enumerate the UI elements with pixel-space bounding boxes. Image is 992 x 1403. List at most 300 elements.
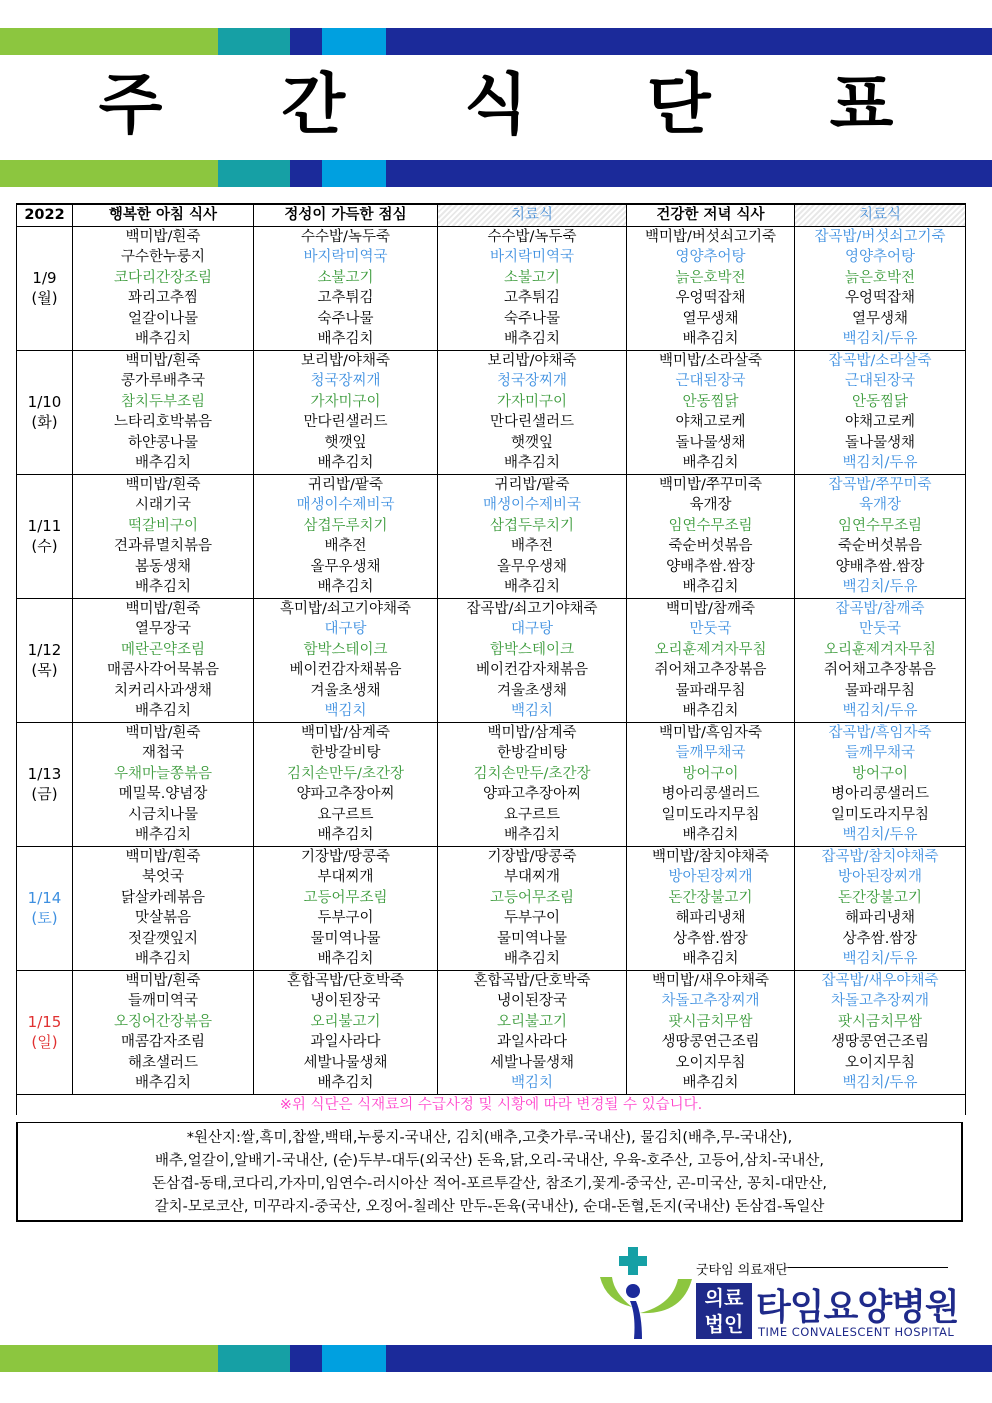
menu-cell: 백미밥/흰죽	[73, 722, 254, 743]
menu-cell: 올무우생채	[438, 557, 627, 578]
date-cell	[17, 577, 73, 598]
menu-cell: 백미밥/흰죽	[73, 226, 254, 247]
menu-cell: 오이지무침	[627, 1053, 795, 1074]
table-row	[17, 371, 966, 392]
date-label: 1/14	[17, 888, 73, 909]
menu-cell: 가자미구이	[438, 392, 627, 413]
menu-cell: 잡곡밥/흑임자죽	[795, 722, 966, 743]
menu-cell: 방아된장찌개	[795, 867, 966, 888]
weekday-label: (화)	[17, 412, 73, 433]
date-cell	[17, 495, 73, 516]
menu-cell: 백미밥/삼계죽	[438, 722, 627, 743]
date-cell	[17, 805, 73, 826]
menu-cell: 만다린샐러드	[254, 412, 438, 433]
menu-cell: 죽순버섯볶음	[627, 536, 795, 557]
menu-cell: 배추전	[254, 536, 438, 557]
menu-cell: 배추김치	[73, 329, 254, 350]
menu-cell: 백미밥/참깨죽	[627, 598, 795, 619]
menu-cell: 배추김치	[438, 453, 627, 474]
date-label: 1/15	[17, 1012, 73, 1033]
menu-cell: 부대찌개	[438, 867, 627, 888]
table-row	[17, 970, 966, 991]
menu-cell: 겨울초생채	[438, 681, 627, 702]
date-cell	[17, 743, 73, 764]
menu-cell: 세발나물생채	[438, 1053, 627, 1074]
date-cell	[17, 846, 73, 867]
menu-cell: 고등어무조림	[254, 888, 438, 909]
table-row	[17, 888, 966, 909]
menu-cell: 바지락미역국	[438, 247, 627, 268]
menu-cell: 맛살볶음	[73, 908, 254, 929]
menu-cell: 견과류멸치볶음	[73, 536, 254, 557]
date-cell	[17, 371, 73, 392]
menu-cell: 잡곡밥/참깨죽	[795, 598, 966, 619]
date-label: 1/13	[17, 764, 73, 785]
menu-cell: 돈간장불고기	[627, 888, 795, 909]
menu-cell: 일미도라지무침	[795, 805, 966, 826]
menu-cell: 백미밥/삼계죽	[254, 722, 438, 743]
menu-cell: 물미역나물	[438, 929, 627, 950]
menu-cell: 임연수무조림	[627, 516, 795, 537]
menu-cell: 양파고추장아찌	[438, 784, 627, 805]
table-row	[17, 722, 966, 743]
menu-cell: 백미밥/소라살죽	[627, 350, 795, 371]
menu-cell: 배추김치	[627, 949, 795, 970]
menu-cell: 혼합곡밥/단호박죽	[254, 970, 438, 991]
menu-cell: 잡곡밥/쇠고기야채죽	[438, 598, 627, 619]
menu-cell: 백미밥/흑임자죽	[627, 722, 795, 743]
menu-cell: 배추김치	[627, 1073, 795, 1094]
menu-cell: 생땅콩연근조림	[795, 1032, 966, 1053]
menu-cell: 잡곡밥/쭈꾸미죽	[795, 474, 966, 495]
menu-cell: 안동찜닭	[795, 392, 966, 413]
origin-line: 배추,얼갈이,알배기-국내산, (순)두부-대두(외국산) 돈육,닭,오리-국내산, 우육-호주산, 고등어,삼치-국내산,	[155, 1153, 824, 1169]
menu-cell: 병아리콩샐러드	[795, 784, 966, 805]
breakfast-header: 행복한 아침 식사	[73, 204, 254, 226]
menu-cell: 양파고추장아찌	[254, 784, 438, 805]
menu-cell: 수수밥/녹두죽	[254, 226, 438, 247]
table-row	[17, 1053, 966, 1074]
menu-cell: 육개장	[795, 495, 966, 516]
menu-cell: 두부구이	[254, 908, 438, 929]
menu-cell: 메란곤약조림	[73, 640, 254, 661]
menu-cell: 해파리냉채	[795, 908, 966, 929]
menu-cell: 코다리간장조림	[73, 268, 254, 289]
table-row	[17, 392, 966, 413]
weekday-label: (목)	[17, 660, 73, 681]
dinner-therapy-header: 치료식	[795, 204, 966, 226]
menu-cell: 재첩국	[73, 743, 254, 764]
menu-cell: 영양추어탕	[627, 247, 795, 268]
menu-cell: 백미밥/쭈꾸미죽	[627, 474, 795, 495]
menu-cell: 배추김치	[73, 453, 254, 474]
table-row	[17, 453, 966, 474]
menu-cell: 우채마늘쫑볶음	[73, 764, 254, 785]
menu-cell: 잡곡밥/참치야채죽	[795, 846, 966, 867]
table-row	[17, 577, 966, 598]
menu-cell: 만둣국	[795, 619, 966, 640]
table-row	[17, 743, 966, 764]
menu-cell: 대구탕	[254, 619, 438, 640]
lunch-therapy-header: 치료식	[438, 204, 627, 226]
menu-cell: 잡곡밥/버섯쇠고기죽	[795, 226, 966, 247]
corporation-badge	[696, 1283, 752, 1339]
weekday-label: (수)	[17, 536, 73, 557]
menu-cell: 상추쌈.쌈장	[627, 929, 795, 950]
menu-cell: 해파리냉채	[627, 908, 795, 929]
menu-cell: 백김치/두유	[795, 453, 966, 474]
year-header: 2022	[17, 204, 73, 226]
menu-cell: 시금치나물	[73, 805, 254, 826]
menu-cell: 떡갈비구이	[73, 516, 254, 537]
menu-cell: 올무우생채	[254, 557, 438, 578]
menu-cell: 우엉떡잡채	[627, 288, 795, 309]
menu-cell: 숙주나물	[438, 309, 627, 330]
menu-cell: 기장밥/땅콩죽	[438, 846, 627, 867]
title-underline-bar	[0, 160, 992, 187]
menu-cell: 야채고로케	[795, 412, 966, 433]
date-cell	[17, 991, 73, 1012]
menu-cell: 방어구이	[795, 764, 966, 785]
menu-cell: 햇깻잎	[254, 433, 438, 454]
date-cell	[17, 453, 73, 474]
menu-cell: 배추김치	[438, 577, 627, 598]
menu-cell: 배추김치	[627, 577, 795, 598]
menu-cell: 얼갈이나물	[73, 309, 254, 330]
menu-cell: 고추튀김	[438, 288, 627, 309]
menu-cell: 배추김치	[254, 453, 438, 474]
origin-line: 갈치-모로코산, 미꾸라지-중국산, 오징어-칠레산 만두-돈육(국내산), 순대-돈혈,돈지(국내산) 돈삼겹-독일산	[154, 1199, 825, 1215]
menu-cell: 매생이수제비국	[254, 495, 438, 516]
menu-body	[17, 226, 966, 1094]
table-row	[17, 350, 966, 371]
menu-cell: 야채고로케	[627, 412, 795, 433]
badge-top: 의료	[704, 1286, 744, 1310]
menu-cell: 상추쌈.쌈장	[795, 929, 966, 950]
menu-cell: 근대된장국	[795, 371, 966, 392]
table-row	[17, 619, 966, 640]
hospital-name: 타임요양병원	[756, 1287, 959, 1328]
foundation-rule	[788, 1267, 948, 1268]
menu-cell: 냉이된장국	[438, 991, 627, 1012]
menu-cell: 젓갈깻잎지	[73, 929, 254, 950]
menu-cell: 만둣국	[627, 619, 795, 640]
table-row	[17, 640, 966, 661]
menu-cell: 백미밥/버섯쇠고기죽	[627, 226, 795, 247]
menu-cell: 한방갈비탕	[438, 743, 627, 764]
menu-cell: 백김치/두유	[795, 1073, 966, 1094]
foundation-name: 굿타임 의료재단	[696, 1263, 789, 1278]
menu-cell: 배추김치	[254, 949, 438, 970]
date-cell	[17, 929, 73, 950]
menu-cell: 메밀묵.양념장	[73, 784, 254, 805]
menu-cell: 숙주나물	[254, 309, 438, 330]
menu-cell: 꽈리고추찜	[73, 288, 254, 309]
dinner-header: 건강한 저녁 식사	[627, 204, 795, 226]
menu-cell: 귀리밥/팥죽	[438, 474, 627, 495]
menu-cell: 백미밥/흰죽	[73, 846, 254, 867]
menu-cell: 돌나물생채	[627, 433, 795, 454]
table-row	[17, 309, 966, 330]
table-row	[17, 247, 966, 268]
menu-cell: 배추김치	[627, 701, 795, 722]
date-cell	[17, 970, 73, 991]
date-cell	[17, 1073, 73, 1094]
menu-cell: 백미밥/흰죽	[73, 474, 254, 495]
menu-cell: 들깨무채국	[627, 743, 795, 764]
menu-cell: 배추김치	[254, 329, 438, 350]
hospital-emblem-icon	[596, 1245, 696, 1343]
menu-cell: 일미도라지무침	[627, 805, 795, 826]
menu-cell: 배추김치	[627, 453, 795, 474]
table-row	[17, 329, 966, 350]
menu-cell: 백김치/두유	[795, 701, 966, 722]
menu-cell: 백김치	[254, 701, 438, 722]
menu-cell: 배추김치	[73, 701, 254, 722]
menu-cell: 구수한누룽지	[73, 247, 254, 268]
menu-cell: 시래기국	[73, 495, 254, 516]
menu-cell: 함박스테이크	[438, 640, 627, 661]
table-row	[17, 805, 966, 826]
table-row	[17, 784, 966, 805]
menu-change-note: ※위 식단은 식재료의 수급사정 및 시황에 따라 변경될 수 있습니다.	[17, 1094, 966, 1115]
menu-cell: 근대된장국	[627, 371, 795, 392]
menu-cell: 늙은호박전	[627, 268, 795, 289]
table-row	[17, 908, 966, 929]
menu-cell: 함박스테이크	[254, 640, 438, 661]
weekday-label: (토)	[17, 908, 73, 929]
menu-cell: 배추김치	[438, 825, 627, 846]
menu-cell: 대구탕	[438, 619, 627, 640]
weekday-label: (월)	[17, 288, 73, 309]
page-title: 주 간 식 단 표	[98, 66, 942, 143]
menu-cell: 느타리호박볶음	[73, 412, 254, 433]
menu-cell: 귀리밥/팥죽	[254, 474, 438, 495]
table-row	[17, 268, 966, 289]
menu-cell: 배추김치	[73, 1073, 254, 1094]
menu-cell: 늙은호박전	[795, 268, 966, 289]
menu-cell: 냉이된장국	[254, 991, 438, 1012]
menu-cell: 물파래무침	[627, 681, 795, 702]
date-cell	[17, 598, 73, 619]
menu-cell: 백미밥/흰죽	[73, 350, 254, 371]
menu-cell: 오이지무침	[795, 1053, 966, 1074]
menu-cell: 차돌고추장찌개	[627, 991, 795, 1012]
menu-cell: 배추김치	[254, 825, 438, 846]
menu-cell: 오리훈제겨자무침	[795, 640, 966, 661]
menu-cell: 삼겹두루치기	[438, 516, 627, 537]
origin-info	[16, 1122, 963, 1222]
hospital-english-name: TIME CONVALESCENT HOSPITAL	[758, 1325, 955, 1339]
menu-cell: 오리불고기	[254, 1012, 438, 1033]
menu-cell: 닭살카레볶음	[73, 888, 254, 909]
menu-cell: 백김치/두유	[795, 577, 966, 598]
menu-cell: 베이컨감자채볶음	[254, 660, 438, 681]
menu-cell: 세발나물생채	[254, 1053, 438, 1074]
table-row	[17, 226, 966, 247]
menu-cell: 육개장	[627, 495, 795, 516]
menu-cell: 방어구이	[627, 764, 795, 785]
menu-cell: 요구르트	[438, 805, 627, 826]
menu-cell: 한방갈비탕	[254, 743, 438, 764]
menu-cell: 물미역나물	[254, 929, 438, 950]
menu-cell: 배추김치	[627, 329, 795, 350]
menu-cell: 베이컨감자채볶음	[438, 660, 627, 681]
badge-bottom: 법인	[704, 1312, 744, 1336]
menu-cell: 참치두부조림	[73, 392, 254, 413]
date-label: 1/10	[17, 392, 73, 413]
lunch-header: 정성이 가득한 점심	[254, 204, 438, 226]
menu-cell: 소불고기	[254, 268, 438, 289]
menu-cell: 배추전	[438, 536, 627, 557]
menu-cell: 북엇국	[73, 867, 254, 888]
menu-cell: 고추튀김	[254, 288, 438, 309]
date-cell	[17, 350, 73, 371]
menu-cell: 만다린샐러드	[438, 412, 627, 433]
menu-cell: 차돌고추장찌개	[795, 991, 966, 1012]
table-row	[17, 474, 966, 495]
weekday-label: (금)	[17, 784, 73, 805]
top-color-bar	[0, 28, 992, 55]
menu-cell: 영양추어탕	[795, 247, 966, 268]
menu-cell: 열무생채	[627, 309, 795, 330]
menu-cell: 배추김치	[254, 1073, 438, 1094]
table-row	[17, 1012, 966, 1033]
menu-cell: 잡곡밥/소라살죽	[795, 350, 966, 371]
date-cell	[17, 867, 73, 888]
menu-cell: 배추김치	[254, 577, 438, 598]
table-row	[17, 536, 966, 557]
menu-cell: 과일사라다	[254, 1032, 438, 1053]
menu-cell: 돈간장불고기	[795, 888, 966, 909]
origin-line: *원산지:쌀,흑미,찹쌀,백태,누룽지-국내산, 김치(배추,고춧가루-국내산), 물김치(배추,무-국내산),	[186, 1130, 793, 1146]
menu-cell: 햇깻잎	[438, 433, 627, 454]
menu-cell: 청국장찌개	[438, 371, 627, 392]
menu-cell: 콩가루배추국	[73, 371, 254, 392]
table-row	[17, 701, 966, 722]
menu-cell: 바지락미역국	[254, 247, 438, 268]
menu-cell: 오리훈제겨자무침	[627, 640, 795, 661]
weekday-label: (일)	[17, 1032, 73, 1053]
menu-cell: 혼합곡밥/단호박죽	[438, 970, 627, 991]
menu-cell: 들깨무채국	[795, 743, 966, 764]
menu-cell: 기장밥/땅콩죽	[254, 846, 438, 867]
menu-cell: 봄동생채	[73, 557, 254, 578]
menu-cell: 팟시금치무쌈	[627, 1012, 795, 1033]
menu-cell: 병아리콩샐러드	[627, 784, 795, 805]
table-row	[17, 516, 966, 537]
menu-cell: 죽순버섯볶음	[795, 536, 966, 557]
date-cell	[17, 949, 73, 970]
menu-cell: 양배추쌈.쌈장	[627, 557, 795, 578]
menu-cell: 가자미구이	[254, 392, 438, 413]
menu-cell: 배추김치	[627, 825, 795, 846]
menu-cell: 방아된장찌개	[627, 867, 795, 888]
menu-cell: 수수밥/녹두죽	[438, 226, 627, 247]
date-cell	[17, 701, 73, 722]
menu-cell: 쥐어채고추장볶음	[795, 660, 966, 681]
date-label: 1/12	[17, 640, 73, 661]
table-header-row	[17, 204, 966, 226]
menu-cell: 고등어무조림	[438, 888, 627, 909]
date-cell	[17, 825, 73, 846]
hospital-logo	[596, 1245, 966, 1343]
menu-cell: 배추김치	[438, 949, 627, 970]
date-label: 1/11	[17, 516, 73, 537]
menu-cell: 삼겹두루치기	[254, 516, 438, 537]
menu-cell: 과일사라다	[438, 1032, 627, 1053]
menu-cell: 매콤사각어묵볶음	[73, 660, 254, 681]
date-cell	[17, 226, 73, 247]
menu-cell: 잡곡밥/새우야채죽	[795, 970, 966, 991]
menu-cell: 겨울초생채	[254, 681, 438, 702]
menu-cell: 안동찜닭	[627, 392, 795, 413]
menu-cell: 배추김치	[73, 949, 254, 970]
table-row	[17, 867, 966, 888]
menu-cell: 생땅콩연근조림	[627, 1032, 795, 1053]
menu-cell: 흑미밥/쇠고기야채죽	[254, 598, 438, 619]
menu-cell: 열무생채	[795, 309, 966, 330]
date-cell	[17, 309, 73, 330]
menu-cell: 김치손만두/초간장	[254, 764, 438, 785]
table-row	[17, 846, 966, 867]
menu-cell: 청국장찌개	[254, 371, 438, 392]
menu-cell: 김치손만두/초간장	[438, 764, 627, 785]
menu-cell: 백미밥/참치야채죽	[627, 846, 795, 867]
table-row	[17, 288, 966, 309]
table-row	[17, 949, 966, 970]
menu-cell: 보리밥/야채죽	[254, 350, 438, 371]
table-row	[17, 764, 966, 785]
menu-cell: 열무장국	[73, 619, 254, 640]
menu-cell: 백미밥/새우야채죽	[627, 970, 795, 991]
menu-cell: 치커리사과생채	[73, 681, 254, 702]
menu-cell: 쥐어채고추장볶음	[627, 660, 795, 681]
date-cell	[17, 557, 73, 578]
note-row	[17, 1094, 966, 1115]
table-row	[17, 660, 966, 681]
menu-cell: 보리밥/야채죽	[438, 350, 627, 371]
menu-cell: 배추김치	[73, 825, 254, 846]
menu-cell: 오리불고기	[438, 1012, 627, 1033]
menu-cell: 우엉떡잡채	[795, 288, 966, 309]
table-row	[17, 825, 966, 846]
menu-cell: 양배추쌈.쌈장	[795, 557, 966, 578]
weekly-menu-table	[16, 203, 966, 1115]
menu-cell: 백미밥/흰죽	[73, 970, 254, 991]
menu-cell: 매콤감자조림	[73, 1032, 254, 1053]
date-cell	[17, 433, 73, 454]
menu-cell: 백미밥/흰죽	[73, 598, 254, 619]
menu-cell: 배추김치	[73, 577, 254, 598]
table-row	[17, 929, 966, 950]
table-row	[17, 991, 966, 1012]
date-cell	[17, 619, 73, 640]
table-row	[17, 1073, 966, 1094]
menu-cell: 백김치/두유	[795, 825, 966, 846]
date-cell	[17, 247, 73, 268]
table-row	[17, 495, 966, 516]
menu-cell: 백김치	[438, 701, 627, 722]
table-row	[17, 681, 966, 702]
bottom-color-bar	[0, 1345, 992, 1372]
menu-cell: 소불고기	[438, 268, 627, 289]
origin-line: 돈삼겹-동태,코다리,가자미,임연수-러시아산 적어-포르투갈산, 참조기,꽃게-중국산, 곤-미국산, 꽁치-대만산,	[152, 1176, 827, 1192]
menu-cell: 오징어간장볶음	[73, 1012, 254, 1033]
date-cell	[17, 1053, 73, 1074]
date-cell	[17, 474, 73, 495]
menu-cell: 들깨미역국	[73, 991, 254, 1012]
